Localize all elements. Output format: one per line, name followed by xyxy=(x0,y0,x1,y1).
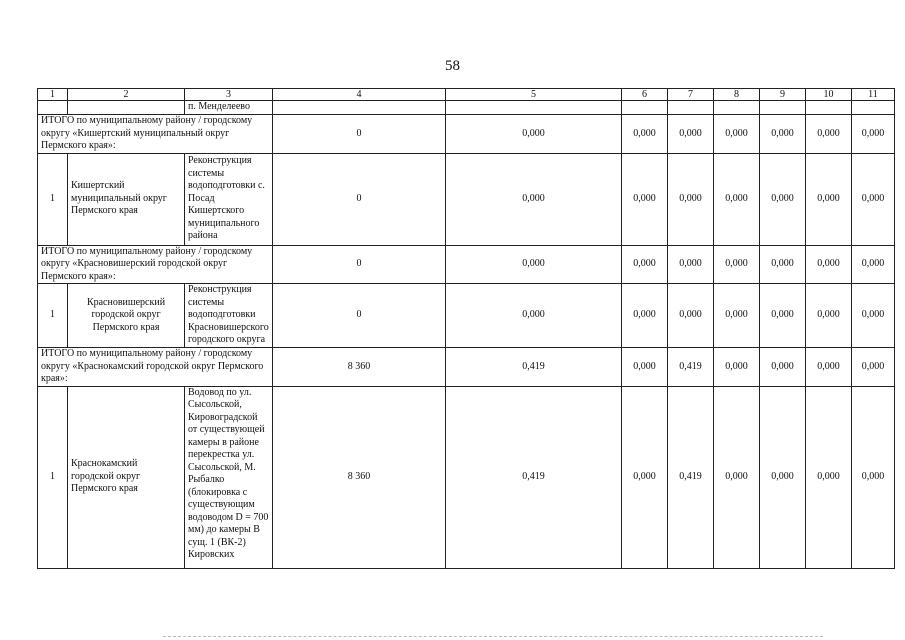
value-cell: 0,000 xyxy=(852,348,895,387)
value-cell: 0 xyxy=(273,115,446,154)
project-cell: Реконструкция системы водоподготовки Красновишерского городского округа xyxy=(185,284,273,348)
header-cell: 7 xyxy=(668,89,714,101)
value-cell: 0,000 xyxy=(668,284,714,348)
value-cell: 0 xyxy=(273,245,446,284)
row-number: 1 xyxy=(38,153,68,245)
page-edge-divider xyxy=(163,636,823,638)
municipality-cell: Кишертский муниципальный округ Пермского края xyxy=(68,153,185,245)
header-cell: 3 xyxy=(185,89,273,101)
value-cell: 0 xyxy=(273,284,446,348)
value-cell: 0,000 xyxy=(622,245,668,284)
total-row xyxy=(38,348,895,387)
value-cell: 0,000 xyxy=(852,153,895,245)
value-cell: 0,000 xyxy=(806,245,852,284)
page-number: 58 xyxy=(445,58,460,74)
header-cell: 5 xyxy=(446,89,622,101)
value-cell: 0,000 xyxy=(806,153,852,245)
row-number: 1 xyxy=(38,284,68,348)
value-cell: 0,000 xyxy=(806,348,852,387)
value-cell: 0,000 xyxy=(852,115,895,154)
value-cell: 8 360 xyxy=(273,386,446,568)
value-cell: 0,000 xyxy=(446,284,622,348)
total-row xyxy=(38,115,895,154)
value-cell: 0,000 xyxy=(714,386,760,568)
value-cell: 0 xyxy=(273,153,446,245)
header-cell: 8 xyxy=(714,89,760,101)
value-cell: 0,419 xyxy=(668,386,714,568)
continuation-row xyxy=(38,101,895,115)
value-cell: 0,000 xyxy=(446,245,622,284)
value-cell: 0,000 xyxy=(622,386,668,568)
header-row xyxy=(38,89,895,101)
value-cell: 0,000 xyxy=(668,153,714,245)
value-cell: 0,000 xyxy=(446,153,622,245)
value-cell: 0,000 xyxy=(760,245,806,284)
value-cell: 0,000 xyxy=(668,245,714,284)
value-cell: 0,000 xyxy=(852,284,895,348)
continuation-text: п. Менделеево xyxy=(185,101,273,115)
value-cell: 0,000 xyxy=(852,386,895,568)
value-cell: 0,419 xyxy=(668,348,714,387)
value-cell: 0,000 xyxy=(760,115,806,154)
value-cell: 0,000 xyxy=(622,115,668,154)
value-cell: 0,000 xyxy=(852,245,895,284)
value-cell: 0,000 xyxy=(446,115,622,154)
value-cell: 0,000 xyxy=(806,115,852,154)
value-cell: 0,419 xyxy=(446,386,622,568)
value-cell: 0,000 xyxy=(622,153,668,245)
value-cell: 0,000 xyxy=(760,386,806,568)
value-cell: 0,000 xyxy=(760,153,806,245)
value-cell: 0,000 xyxy=(806,386,852,568)
table-row xyxy=(38,284,895,348)
total-label: ИТОГО по муниципальному району / городскому округу «Кишертский муниципальный округ Пермского края»: xyxy=(38,115,273,154)
value-cell: 0,000 xyxy=(760,284,806,348)
header-cell: 9 xyxy=(760,89,806,101)
value-cell: 0,000 xyxy=(714,115,760,154)
value-cell: 0,000 xyxy=(668,115,714,154)
municipality-cell: Красновишерский городской округ Пермского края xyxy=(68,284,185,348)
project-cell: Реконструкция системы водоподготовки с. Посад Кишертского муниципального района xyxy=(185,153,273,245)
header-cell: 11 xyxy=(852,89,895,101)
header-cell: 10 xyxy=(806,89,852,101)
value-cell: 0,419 xyxy=(446,348,622,387)
value-cell: 0,000 xyxy=(714,153,760,245)
value-cell: 0,000 xyxy=(714,348,760,387)
table-row xyxy=(38,153,895,245)
value-cell: 0,000 xyxy=(622,348,668,387)
total-label: ИТОГО по муниципальному району / городскому округу «Красновишерский городской округ Пермского края»: xyxy=(38,245,273,284)
header-cell: 6 xyxy=(622,89,668,101)
table-row xyxy=(38,386,895,568)
project-cell: Водовод по ул. Сысольской, Кировоградской от существующей камеры в районе перекрестка ул. Сысольской, М. Рыбалко (блокировка с существующим водоводом D = 700 мм) до камеры В сущ. 1 (ВК-2) Кировских xyxy=(185,386,273,568)
municipality-cell: Краснокамский городской округ Пермского края xyxy=(68,386,185,568)
header-cell: 1 xyxy=(38,89,68,101)
value-cell: 8 360 xyxy=(273,348,446,387)
value-cell: 0,000 xyxy=(806,284,852,348)
value-cell: 0,000 xyxy=(622,284,668,348)
value-cell: 0,000 xyxy=(760,348,806,387)
header-cell: 4 xyxy=(273,89,446,101)
data-table xyxy=(37,88,895,569)
value-cell: 0,000 xyxy=(714,284,760,348)
total-label: ИТОГО по муниципальному району / городскому округу «Краснокамский городской округ Пермского края»: xyxy=(38,348,273,387)
value-cell: 0,000 xyxy=(714,245,760,284)
total-row xyxy=(38,245,895,284)
row-number: 1 xyxy=(38,386,68,568)
header-cell: 2 xyxy=(68,89,185,101)
